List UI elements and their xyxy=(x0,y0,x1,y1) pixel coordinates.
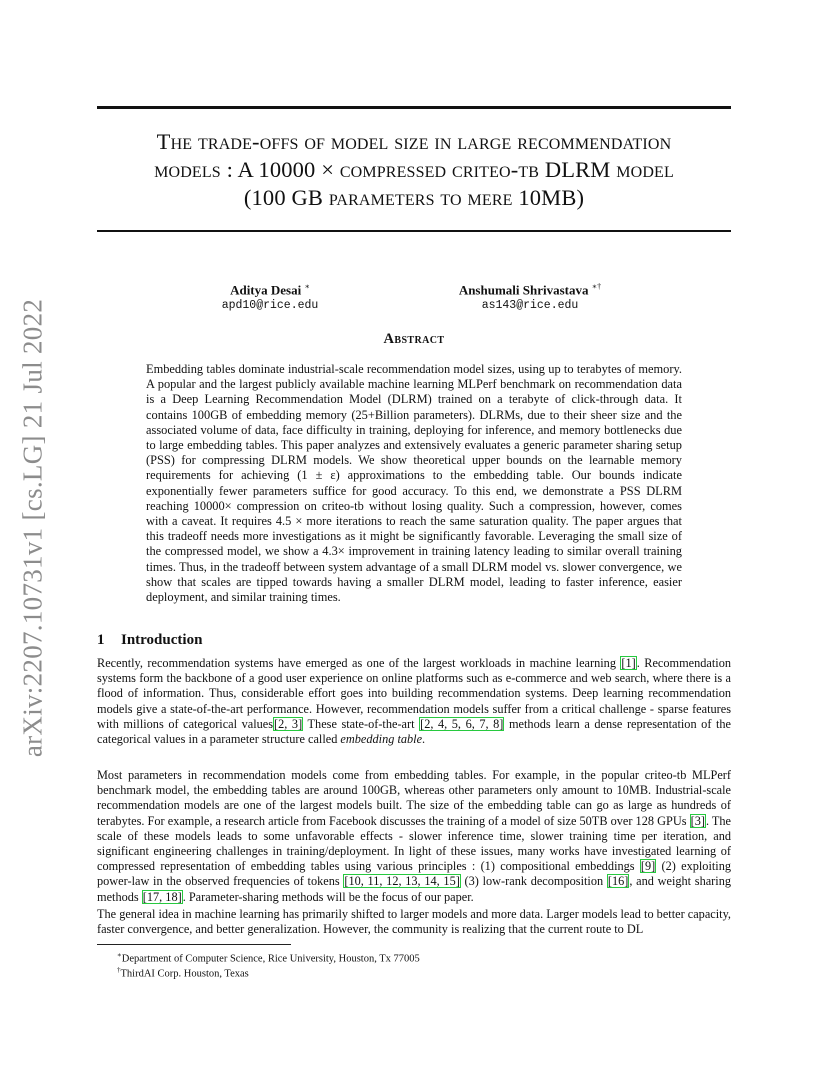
arxiv-sidebar xyxy=(18,296,48,760)
citation-link[interactable]: [3] xyxy=(690,813,705,828)
title-line: models : A 10000 × compressed criteo-tb DLRM model xyxy=(154,157,674,182)
citation-link[interactable]: [2, 3] xyxy=(274,716,303,731)
arxiv-identifier: arXiv:2207.10731v1 [cs.LG] 21 Jul 2022 xyxy=(17,298,48,758)
section-heading xyxy=(97,632,202,649)
title-rule-bottom xyxy=(97,230,731,232)
abstract-text: Embedding tables dominate industrial-scale recommendation model sizes, using up to terabytes of memory. A popular and the largest publicly available machine learning MLPerf benchmark on recommendation data is a Deep Learning Recommendation Model (DLRM) trained on a terabyte of click-through data. It contains 100GB of embedding memory (25+Billion parameters). DLRMs, due to their sheer size and the associated volume of data, face difficulty in training, deploying for inference, and memory bottlenecks due to large embedding tables. This paper analyzes and extensively evaluates a generic parameter sharing setup (PSS) for compressing DLRM models. We show theoretical upper bounds on the learnable memory requirements for achieving (1 ± ε) approximations to the embedding table. Our bounds indicate exponentially fewer parameters suffice for good accuracy. To this end, we demonstrate a PSS DLRM reaching 10000× compression on criteo-tb without losing quality. Such a compression, however, comes with a caveat. It requires 4.5 × more iterations to reach the same saturation quality. The paper argues that this tradeoff needs more investigations as it might be significantly favorable. Leveraging the small size of the compressed model, we show a 4.3× improvement in training latency leading to similar overall training times. Thus, in the tradeoff between system advantage of a small DLRM model vs. slower convergence, we show that scales are tipped towards having a smaller DLRM model, leading to faster inference, easier deployment, and similar training times. xyxy=(146,362,682,605)
title-rule-top xyxy=(97,106,731,109)
paper-title xyxy=(97,128,731,212)
title-line: The trade-offs of model size in large recommendation xyxy=(156,129,672,154)
citation-link[interactable]: [1] xyxy=(621,656,636,670)
footnote-mark: † xyxy=(117,966,121,974)
citation-link[interactable]: [9] xyxy=(640,859,656,874)
author-block xyxy=(190,279,350,314)
section-number: 1 xyxy=(97,632,105,648)
citation-link[interactable]: [10, 11, 12, 13, 14, 15] xyxy=(344,874,460,889)
author-mark: ∗† xyxy=(591,282,602,291)
footnote-mark: ∗ xyxy=(117,951,122,959)
citation-link[interactable]: [17, 18] xyxy=(142,889,182,904)
abstract-heading: Abstract xyxy=(383,331,445,347)
paragraph: The general idea in machine learning has primarily shifted to larger models and more data. Larger models lead to better capacity, faster convergence, and better generalization. However, the community is realizing that the current route to DL xyxy=(97,907,731,937)
author-block xyxy=(440,279,620,314)
section-title: Introduction xyxy=(121,632,203,648)
author-name: Anshumali Shrivastava ∗† xyxy=(458,282,602,298)
footnote-rule xyxy=(97,944,291,945)
paragraph: Recently, recommendation systems have emerged as one of the largest workloads in machine learning [1]. Recommendation systems form the backbone of a good user experience on online platforms such as e-commerce and web search, where there is a flood of information. Thus, considerable effort goes into building recommendation systems. Deep learning recommendation models give a state-of-the-art performance. However, recommendation models suffer from a critical challenge - sparse features with millions of categorical values[2, 3] These state-of-the-art [2, 4, 5, 6, 7, 8] methods learn a dense representation of the categorical values in a parameter structure called embedding table. xyxy=(97,656,732,747)
author-email: as143@rice.edu xyxy=(481,299,579,313)
author-email: apd10@rice.edu xyxy=(221,299,319,313)
citation-link[interactable]: [2, 4, 5, 6, 7, 8] xyxy=(420,716,504,731)
emphasis: embedding table xyxy=(340,732,423,747)
paragraph: Most parameters in recommendation models come from embedding tables. For example, in the popular criteo-tb MLPerf benchmark model, the embedding tables are around 100GB, whereas other parameters only amount to 10MB. Industrial-scale recommendation models are one of the largest models built. The size of the embedding table can go as large as hundreds of terabytes. For example, a research article from Facebook discusses the training of a model of size 50TB over 128 GPUs [3]. The scale of these models leads to some unfavorable effects - slower inference time, slower training time per iteration, and significant engineering challenges in training/deployment. In light of these issues, many works have investigated learning of compressed representation of embedding tables using various principles : (1) compositional embeddings [9] (2) exploiting power-law in the observed frequencies of tokens [10, 11, 12, 13, 14, 15] (3) low-rank decomposition [16], and weight sharing methods [17, 18]. Parameter-sharing methods will be the focus of our paper. xyxy=(97,768,732,904)
title-line: (100 GB parameters to mere 10MB) xyxy=(243,185,585,210)
footnote: †ThirdAI Corp. Houston, Texas xyxy=(117,966,249,980)
footnote: ∗Department of Computer Science, Rice University, Houston, Tx 77005 xyxy=(117,951,420,965)
author-mark: ∗ xyxy=(304,282,310,291)
author-name: Aditya Desai ∗ xyxy=(230,282,310,298)
citation-link[interactable]: [16] xyxy=(607,874,629,889)
